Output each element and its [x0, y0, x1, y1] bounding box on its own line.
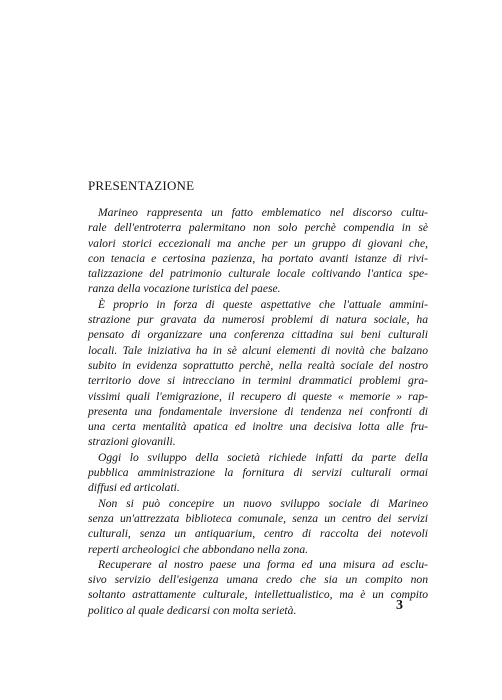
- text-line: territorio dove si intrecciano in termini drammatici problemi gra-: [88, 374, 428, 388]
- section-heading: PRESENTAZIONE: [88, 178, 195, 193]
- paragraph-1: [88, 205, 428, 297]
- paragraph-3: [88, 450, 428, 496]
- text-line: diffusi ed articolati.: [88, 481, 180, 495]
- text-line: politico al quale dedicarsi con molta serietà.: [88, 603, 297, 617]
- text-line: con tenacia e certosina pazienza, ha portato avanti istanze di rivi-: [88, 251, 428, 265]
- body-text: [88, 205, 428, 618]
- text-line: ranza della vocazione turistica del paese.: [88, 282, 281, 296]
- text-line: vissimi quali l'emigrazione, il recupero di queste « memorie » rap-: [88, 389, 428, 403]
- paragraph-5: [88, 557, 428, 618]
- text-line: presenta una fondamentale inversione di tendenza nei confronti di: [88, 404, 428, 418]
- text-line: rale dell'entroterra palermitano non solo perchè compendia in sè: [88, 221, 428, 235]
- text-line: pubblica amministrazione la fornitura di servizi culturali ormai: [88, 466, 428, 480]
- text-line: locali. Tale iniziativa ha in sè alcuni elementi di novità che balzano: [88, 343, 428, 357]
- text-line: soltanto astrattamente culturale, intellettualistico, ma è un compito: [88, 588, 428, 602]
- text-line: culturali, senza un antiquarium, centro di raccolta dei notevoli: [88, 527, 428, 541]
- text-line: senza un'attrezzata biblioteca comunale, senza un centro dei servizi: [88, 511, 428, 525]
- paragraph-4: [88, 496, 428, 557]
- text-line: strazione pur gravata da numerosi problemi di natura sociale, ha: [88, 313, 428, 327]
- text-line: strazioni giovanili.: [88, 435, 176, 449]
- text-line: Non si può concepire un nuovo sviluppo sociale di Marineo: [98, 496, 428, 510]
- text-line: Recuperare al nostro paese una forma ed una misura ad esclu-: [98, 557, 428, 571]
- text-line: Marineo rappresenta un fatto emblematico nel discorso cultu-: [98, 206, 428, 219]
- text-line: sivo servizio dell'esigenza umana credo che sia un compito non: [88, 573, 428, 587]
- text-line: reperti archeologici che abbondano nella zona.: [88, 542, 309, 556]
- page-number: 3: [396, 598, 403, 613]
- text-line: talizzazione del patrimonio culturale locale coltivando l'antica spe-: [88, 267, 428, 281]
- paragraph-2: [88, 297, 428, 450]
- text-line: subito in evidenza soprattutto perchè, nella realtà sociale del nostro: [88, 358, 428, 372]
- text-line: È proprio in forza di queste aspettative che l'attuale ammini-: [98, 297, 428, 311]
- text-line: pensato di organizzare una conferenza cittadina sui beni culturali: [88, 328, 428, 342]
- text-line: Oggi lo sviluppo della società richiede infatti da parte della: [98, 450, 428, 464]
- text-line: valori storici eccezionali ma anche per un gruppo di giovani che,: [88, 236, 428, 250]
- text-line: una certa mentalità apatica ed inoltre una decisiva lotta alle fru-: [88, 420, 428, 434]
